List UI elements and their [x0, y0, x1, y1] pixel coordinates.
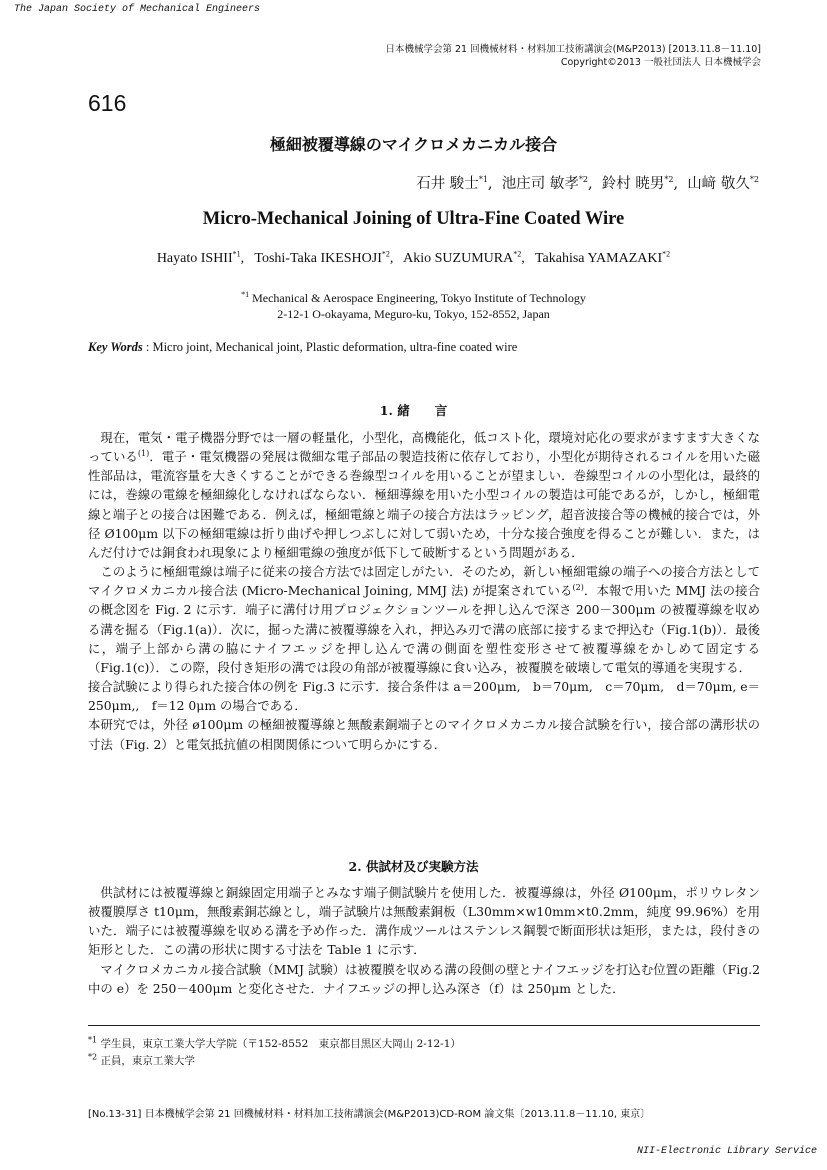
paragraph-text: 現在，電気・電子機器分野では一層の軽量化，小型化，高機能化，低コスト化，環境対応化の要求がますます大きくなっている: [88, 430, 760, 465]
paragraph-text: このように極細電線は端子に従来の接合方法では固定しがたい．そのため，新しい極細電線の端子への接合方法としてマイクロメカニカル接合法 (Micro-Mechanical Joining, MMJ 法) が提案されている: [88, 564, 760, 599]
keywords: [88, 340, 517, 355]
author-mark: *1: [232, 249, 241, 259]
footer-citation: [No.13-31] 日本機械学会第 21 回機械材料・材料加工技術講演会(M&P2013)CD-ROM 論文集〔2013.11.8－11.10, 東京〕: [88, 1109, 651, 1120]
footnote-mark: *1: [88, 1035, 98, 1045]
section-1-body: [88, 428, 760, 754]
author-mark: *2: [578, 175, 588, 185]
copyright-line: Copyright©2013 一般社団法人 日本機械学会: [560, 57, 761, 68]
author-en: Takahisa YAMAZAKI: [534, 251, 663, 266]
author-mark: *2: [381, 249, 390, 259]
author-mark: *2: [662, 249, 671, 259]
affiliation-line-1: Mechanical & Aerospace Engineering, Tokyo Institute of Technology: [252, 291, 586, 305]
paragraph: [88, 428, 760, 562]
paper-number: 616: [88, 90, 127, 116]
bottom-banner: NII-Electronic Library Service: [636, 1146, 817, 1157]
footnote-text: 学生員，東京工業大学大学院（〒152-8552 東京都目黒区大岡山 2-12-1）: [100, 1038, 461, 1050]
affiliation: [0, 290, 827, 322]
author-jp: 鈴村 暁男: [601, 176, 665, 192]
footnote-text: 正員，東京工業大学: [100, 1055, 195, 1067]
paragraph: 供試材には被覆導線と銅線固定用端子とみなす端子側試験片を使用した．被覆導線は，外径 Ø100μm，ポリウレタン被覆膜厚さ t10μm，無酸素銅芯線とし，端子試験片は無酸素銅板（L30mm×w10mm×t0.2mm，純度 99.96%）を用いた．端子には被覆導線を収める溝を予め作った．溝作成ツールはステンレス鋼製で断面形状は矩形，または，段付きの矩形とした．この溝の形状に関する寸法を Table 1 に示す．: [88, 885, 760, 958]
section-2-heading: 2. 供試材及び実験方法: [348, 859, 479, 874]
affiliation-mark: *1: [241, 290, 250, 299]
paragraph: 接合試験により得られた接合体の例を Fig.3 に示す．接合条件は a＝200μm, b＝70μm, c＝70μm, d＝70μm, e＝250μm,, f＝12 0μm の場合である．: [88, 679, 760, 714]
author-jp: 石井 駿士: [416, 176, 479, 192]
footnote-divider: [88, 1025, 760, 1026]
english-title: Micro-Mechanical Joining of Ultra-Fine Coated Wire: [202, 209, 625, 229]
author-jp: 山﨑 敬久: [687, 176, 750, 192]
footnotes: [88, 1036, 461, 1070]
author-mark: *2: [664, 175, 674, 185]
section-1-heading: 1. 緒 言: [379, 403, 448, 418]
conference-header: [385, 43, 761, 69]
reference-mark: (1): [137, 449, 150, 459]
author-mark: *1: [478, 175, 488, 185]
keywords-label: Key Words: [88, 340, 143, 354]
footnote: [88, 1036, 461, 1053]
paragraph-text: ．電子・電気機器の発展は微細な電子部品の製造技術に依存しており，小型化が期待されるコイルを用いた磁性部品は，電流容量を大きくすることができる巻線型コイルを用いることが望ましい．巻線型コイルの小型化は，最終的には，巻線の電線を極細線化しなければならない．極細導線を用いた小型コイルの製造は可能であるが，しかし，極細電線と端子との接合は困難である．例えば，極細電線と端子の接合方法はラッピング，超音波接合等の機械的接合では，外径 Ø100μm 以下の極細電線は折り曲げや押しつぶしに対して弱いため，十分な接合強度を得ることが難しい．また，はんだ付けでは銅食われ現象により極細電線の強度が低下して破断するという問題がある．: [88, 449, 760, 560]
author-en: Hayato ISHII: [156, 251, 233, 266]
paragraph-text: ．本報で用いた MMJ 法の接合の概念図を Fig. 2 に示す．端子に溝付け用プロジェクションツールを押し込んで深さ 200－300μm の被覆導線を収める溝を掘る（Fig.1(a)）．次に，掘った溝に被覆導線を入れ，押込み刃で溝の底部に接するまで押込む（Fig.1(b)）．最後に，端子上部から溝の脇にナイフエッジを押し込んで溝の側面を塑性変形させて被覆導線をかしめて固定する（Fig.1(c)）．この際，段付き矩形の溝では段の角部が被覆導線に食い込み，被覆膜を破壊して電気的導通を実現する．: [88, 583, 760, 675]
top-banner: The Japan Society of Mechanical Engineers: [14, 4, 261, 15]
author-mark: *2: [749, 175, 759, 185]
author-en: Toshi-Taka IKESHOJI: [254, 251, 382, 266]
japanese-title: 極細被覆導線のマイクロメカニカル接合: [269, 135, 558, 154]
author-jp: 池庄司 敏孝: [501, 176, 579, 192]
footnote-mark: *2: [88, 1052, 98, 1062]
english-authors: Hayato ISHII$^{*1}$, Toshi-Taka IKESHOJI$^{*2}$, Akio SUZUMURA$^{*2}$, Takahisa YAMAZAKI$^{*2}$: [156, 249, 671, 266]
conference-line: 日本機械学会第 21 回機械材料・材料加工技術講演会(M&P2013) [2013.11.8－11.10]: [385, 44, 761, 55]
paragraph: [88, 562, 760, 677]
author-mark: *2: [513, 249, 522, 259]
paragraph: マイクロメカニカル接合試験（MMJ 試験）は被覆膜を収める溝の段側の壁とナイフエッジを打込む位置の距離（Fig.2 中の e）を 250－400μm と変化させた．ナイフエッジの押し込み深さ（f）は 250μm とした．: [88, 961, 760, 996]
reference-mark: (2): [572, 583, 584, 593]
author-en: Akio SUZUMURA: [403, 251, 514, 266]
japanese-authors: 石井 駿士$^{*1}$, 池庄司 敏孝$^{*2}$, 鈴村 暁男$^{*2}$, 山﨑 敬久$^{*2}$: [416, 175, 759, 192]
footnote: [88, 1053, 461, 1070]
affiliation-line-2: 2-12-1 O-okayama, Meguro-ku, Tokyo, 152-8552, Japan: [277, 307, 550, 321]
paragraph: 本研究では，外径 ø100μm の極細被覆導線と無酸素銅端子とのマイクロメカニカル接合試験を行い，接合部の溝形状の寸法（Fig. 2）と電気抵抗値の相関関係について明らかにする．: [88, 717, 760, 752]
section-2-body: [88, 883, 760, 998]
keywords-text: : Micro joint, Mechanical joint, Plastic deformation, ultra-fine coated wire: [145, 340, 518, 354]
